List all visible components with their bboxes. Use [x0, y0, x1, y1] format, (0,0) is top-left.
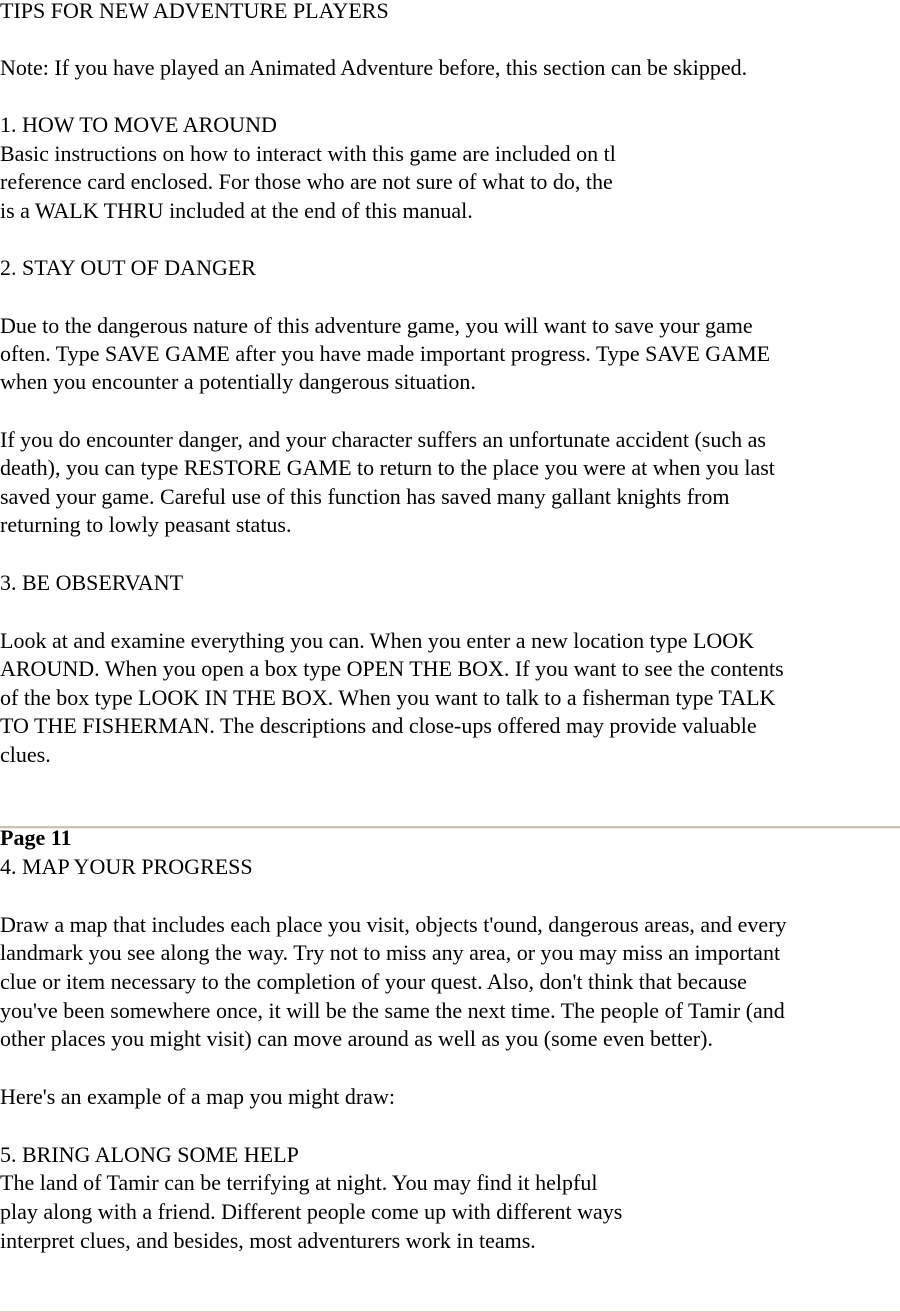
section-2-title: 2. STAY OUT OF DANGER — [0, 255, 256, 280]
section-4-line: Draw a map that includes each place you visit, objects t'ound, dangerous areas, and every — [0, 912, 787, 937]
section-1-title: 1. HOW TO MOVE AROUND — [0, 112, 277, 137]
skip-note: Note: If you have played an Animated Adventure before, this section can be skipped. — [0, 55, 748, 80]
section-5-line: play along with a friend. Different people come up with different ways — [0, 1199, 623, 1224]
page-heading: TIPS FOR NEW ADVENTURE PLAYERS — [0, 0, 389, 23]
section-4-line: landmark you see along the way. Try not to miss any area, or you may miss an important — [0, 940, 781, 965]
section-2-para-1-line: when you encounter a potentially dangerous situation. — [0, 369, 476, 394]
page-number-label: Page 11 — [0, 825, 72, 850]
section-1-line: reference card enclosed. For those who are not sure of what to do, the — [0, 169, 613, 194]
section-5-title: 5. BRING ALONG SOME HELP — [0, 1142, 299, 1167]
section-4-title: 4. MAP YOUR PROGRESS — [0, 854, 253, 879]
section-3-line: clues. — [0, 742, 51, 767]
section-2-para-2-line: death), you can type RESTORE GAME to return to the place you were at when you last — [0, 455, 775, 480]
section-5-line: interpret clues, and besides, most adventurers work in teams. — [0, 1228, 536, 1253]
section-1-line: Basic instructions on how to interact with this game are included on tl — [0, 141, 616, 166]
section-5-line: The land of Tamir can be terrifying at night. You may find it helpful — [0, 1170, 598, 1195]
page-divider — [0, 826, 900, 829]
section-1-line: is a WALK THRU included at the end of this manual. — [0, 198, 473, 223]
section-3-line: Look at and examine everything you can. When you enter a new location type LOOK — [0, 628, 755, 653]
section-2-para-2-line: returning to lowly peasant status. — [0, 512, 292, 537]
section-2-para-2-line: If you do encounter danger, and your character suffers an unfortunate accident (such as — [0, 427, 766, 452]
section-3-line: of the box type LOOK IN THE BOX. When you want to talk to a fisherman type TALK — [0, 685, 776, 710]
section-2-para-1-line: Due to the dangerous nature of this adventure game, you will want to save your game — [0, 313, 753, 338]
map-example-intro: Here's an example of a map you might draw: — [0, 1084, 395, 1109]
section-3-title: 3. BE OBSERVANT — [0, 570, 184, 595]
section-2-para-1-line: often. Type SAVE GAME after you have made important progress. Type SAVE GAME — [0, 341, 771, 366]
section-4-line: other places you might visit) can move around as well as you (some even better). — [0, 1026, 713, 1051]
section-3-line: TO THE FISHERMAN. The descriptions and close-ups offered may provide valuable — [0, 713, 757, 738]
section-3-line: AROUND. When you open a box type OPEN THE BOX. If you want to see the contents — [0, 656, 784, 681]
section-2-para-2-line: saved your game. Careful use of this function has saved many gallant knights from — [0, 484, 730, 509]
section-4-line: you've been somewhere once, it will be the same the next time. The people of Tamir (and — [0, 998, 785, 1023]
section-4-line: clue or item necessary to the completion of your quest. Also, don't think that because — [0, 969, 747, 994]
